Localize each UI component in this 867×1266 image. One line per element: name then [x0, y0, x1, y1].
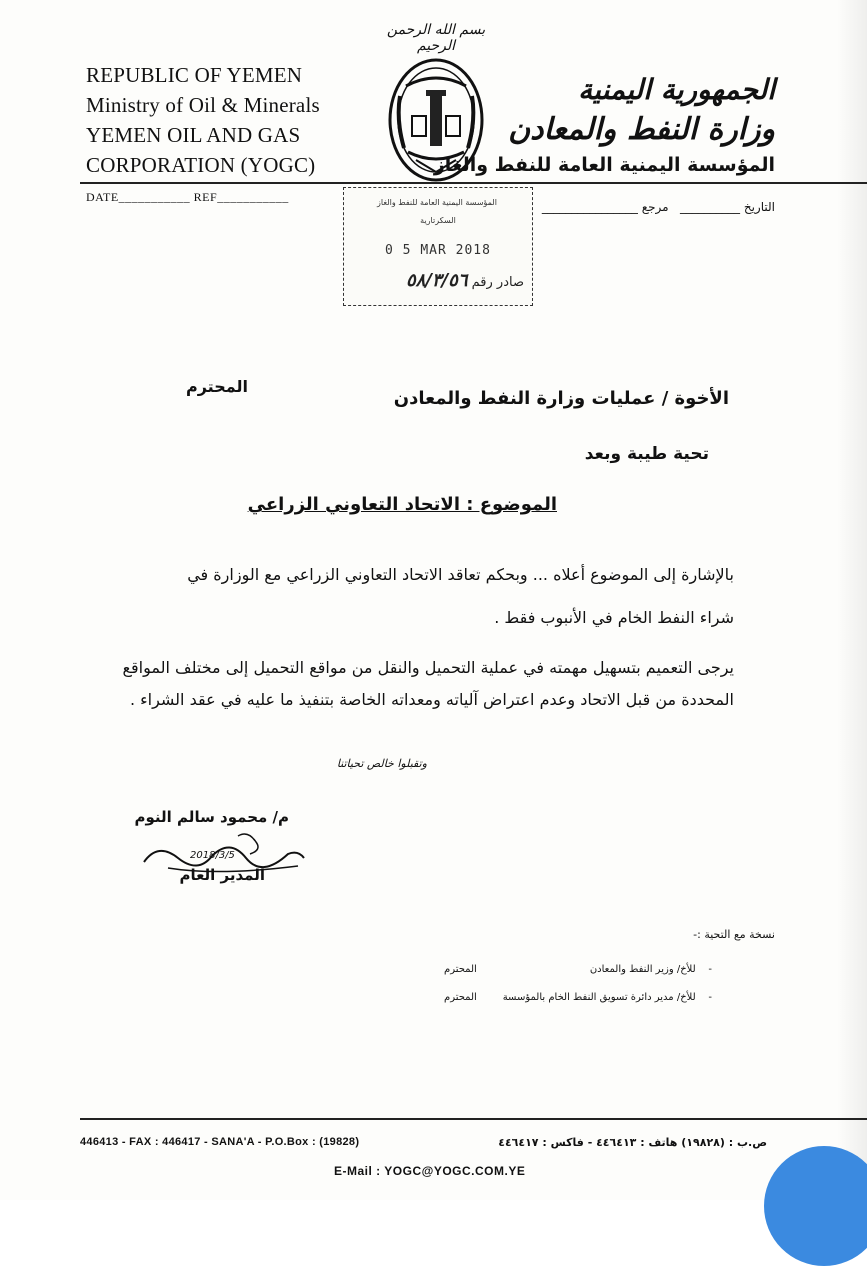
stamp-outgoing — [406, 270, 524, 291]
arabic-letterhead — [434, 70, 775, 180]
en-line-corporation: CORPORATION (YOGC) — [86, 153, 316, 177]
arabic-ref-line: التاريخ __________ مرجع ________________ — [541, 200, 775, 214]
cc-text: للأخ/ مدير دائرة تسويق النفط الخام بالمؤسسة — [502, 992, 696, 1003]
date-label: DATE — [86, 190, 119, 204]
ref-label: REF — [193, 190, 218, 204]
stamp-org: المؤسسة اليمنية العامة للنفط والغاز — [377, 198, 497, 207]
paragraph-1-line-1: بالإشارة إلى الموضوع أعلاه ... وبحكم تعاقد الاتحاد التعاوني الزراعي مع الوزارة في — [187, 565, 734, 584]
cc-dash: - — [708, 992, 712, 1003]
footer-rule — [80, 1118, 867, 1120]
cc-honorific: المحترم — [444, 992, 477, 1003]
en-line-ministry: Ministry of Oil & Minerals — [86, 93, 320, 117]
stamp-date: 0 5 MAR 2018 — [385, 243, 491, 258]
paragraph-2: يرجى التعميم بتسهيل مهمته في عملية التحميل والنقل من مواقع التحميل إلى مختلف المواقع المحددة من قبل الاتحاد وعدم اعتراض آلياته ومعداته الخاصة بتنفيذ ما عليه في عقد الشراء . — [122, 658, 734, 709]
signer-title: المدير العام — [179, 866, 265, 884]
ar-line-republic: الجمهورية اليمنية — [578, 73, 775, 106]
ar-line-corporation: المؤسسة اليمنية العامة للنفط والغاز — [433, 154, 775, 176]
signature-date: 2018/3/5 — [190, 850, 235, 861]
ar-line-ministry: وزارة النفط والمعادن — [508, 112, 775, 147]
footer-contact-en: 446413 - FAX : 446417 - SANA'A - P.O.Box : (19828) — [80, 1136, 360, 1148]
header-rule — [80, 182, 867, 184]
cc-item — [503, 992, 712, 1003]
floating-action-button[interactable] — [764, 1146, 867, 1266]
stamp-outgoing-number: ٥٨/٣/٥٦ — [406, 270, 468, 291]
cc-title: نسخة مع التحية :- — [693, 928, 775, 941]
incoming-stamp — [343, 187, 533, 306]
footer-contact-ar: ص.ب : (١٩٨٢٨) هاتف : ٤٤٦٤١٣ - فاكس : ٤٤٦٤١٧ — [498, 1136, 767, 1149]
date-ref-line: DATE___________ REF___________ — [86, 190, 289, 204]
cc-honorific: المحترم — [444, 964, 477, 975]
footer-email[interactable]: E-Mail : YOGC@YOGC.COM.YE — [334, 1164, 526, 1178]
honorific: المحترم — [186, 377, 248, 396]
en-line-yemen-oil-gas: YEMEN OIL AND GAS — [86, 123, 301, 147]
cc-item — [590, 964, 712, 975]
basmala: بسم الله الرحمن الرحيم — [386, 22, 486, 54]
greeting: تحية طيبة وبعد — [584, 444, 709, 464]
cc-dash: - — [708, 964, 712, 975]
addressee: الأخوة / عمليات وزارة النفط والمعادن — [393, 388, 729, 409]
paragraph-1-line-2: شراء النفط الخام في الأنبوب فقط . — [494, 608, 734, 627]
signer-name: م/ محمود سالم النوم — [134, 808, 289, 826]
en-line-republic: REPUBLIC OF YEMEN — [86, 63, 303, 87]
cc-text: للأخ/ وزير النفط والمعادن — [589, 964, 696, 975]
stamp-dept: السكرتارية — [420, 216, 456, 225]
stamp-outgoing-label: صادر رقم — [471, 275, 524, 290]
subject-line: الموضوع : الاتحاد التعاوني الزراعي — [247, 494, 557, 515]
ar-ref-label: مرجع — [641, 200, 669, 214]
closing: وتقبلوا خالص تحياتنا — [336, 757, 427, 770]
english-letterhead — [86, 60, 320, 180]
page-edge-shadow — [837, 0, 867, 1200]
ar-date-label: التاريخ — [743, 200, 775, 214]
